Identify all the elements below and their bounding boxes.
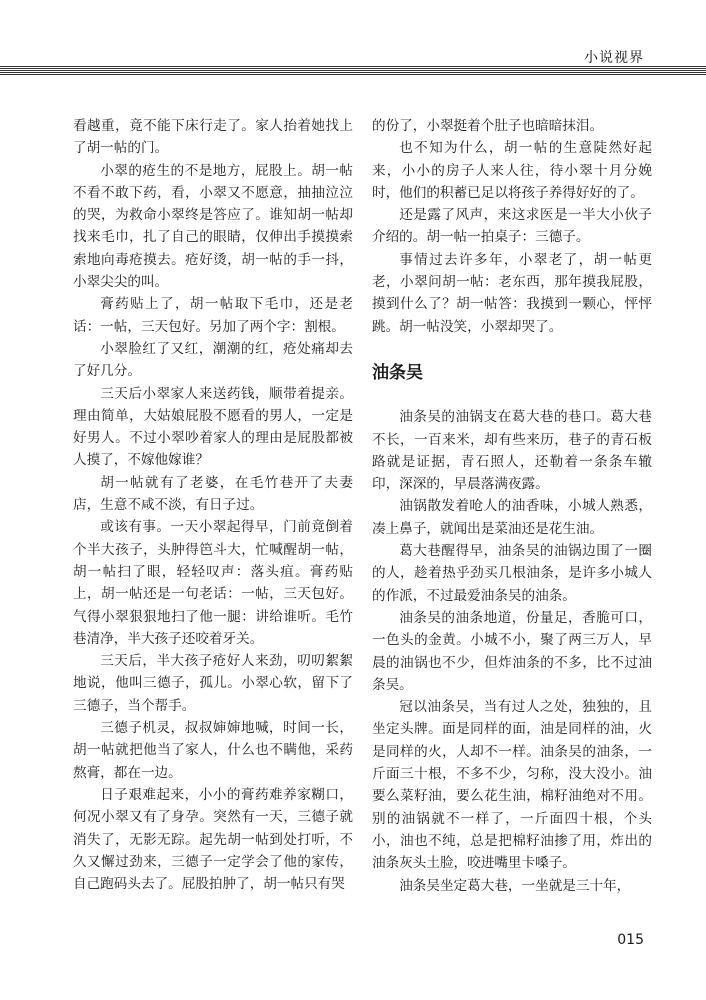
paragraph: 三天后，半大孩子疮好人来劲，叨叨絮絮地说，他叫三德子，孤儿。小翠心软，留下了三德子，当个帮手。: [73, 653, 353, 714]
magazine-section-title: 小说视界: [584, 50, 644, 66]
paragraph: 冠以油条吴，当有过人之处，独独的，且坐定头牌。面是同样的面，油是同样的油，火是同样的火，人却不一样。油条吴的油条，一斤面三十根，不多不少，匀称，没大没小。油要么菜籽油，要么花生油，棉籽油绝对不用。别的油锅就不一样了，一斤面四十根，个头小，油也不纯，总是把棉籽油掺了用，炸出的油条灰头土脸，咬进嘴里卡嗓子。: [372, 699, 652, 872]
paragraph: 的份了，小翠挺着个肚子也暗暗抹泪。: [372, 118, 604, 134]
paragraph: 小翠的疮生的不是地方，屁股上。胡一帖不看不敢下药，看，小翠又不愿意，抽抽泣泣的哭，为救命小翠终是答应了。谁知胡一帖却找来毛巾，扎了自己的眼睛，仅伸出手摸摸索索地向毒疮摸去。疮好烫，胡一帖的手一抖，小翠尖尖的叫。: [73, 162, 353, 291]
page-number: 015: [617, 932, 644, 948]
paragraph: 葛大巷醒得早，油条吴的油锅边围了一圈的人，趁着热乎劲买几根油条，是许多小城人的作派，不过最爱油条吴的油条。: [372, 543, 652, 604]
paragraph: 油条吴坐定葛大巷，一坐就是三十年，: [399, 877, 631, 894]
paragraph: 油条吴的油条地道，份量足，香脆可口，一色头的金黄。小城不小，聚了两三万人，早晨的油锅也不少，但炸油条的不多，比不过油条吴。: [372, 609, 652, 693]
paragraph: 三天后小翠家人来送药钱，顺带着提亲。理由简单，大姑娘屁股不愿看的男人，一定是好男人。不过小翠吵着家人的理由是屁股都被人摸了，不嫁他嫁谁？: [73, 385, 353, 469]
story-heading: 油条吴: [372, 362, 423, 383]
paragraph: 油锅散发着呛人的油香味，小城人熟悉，凑上鼻子，就闻出是菜油还是花生油。: [372, 498, 652, 537]
paragraph: 还是露了风声，来这求医是一半大小伙子介绍的。胡一帖一拍桌子：三德子。: [372, 207, 652, 246]
paragraph: 也不知为什么，胡一帖的生意陡然好起来，小小的房子人来人往，待小翠十月分娩时，他们的积蓄已足以将孩子养得好好的了。: [372, 140, 652, 201]
left-text-column: [73, 115, 353, 895]
paragraph: 膏药贴上了，胡一帖取下毛巾，还是老话：一帖，三天包好。另加了两个字：割根。: [73, 296, 353, 335]
paragraph: 看越重，竟不能下床行走了。家人抬着她找上了胡一帖的门。: [73, 118, 353, 157]
paragraph: 日子艰难起来，小小的膏药难养家糊口，何况小翠又有了身孕。突然有一天，三德子就消失了，无影无踪。起先胡一帖到处打听，不久又懈过劲来，三德子一定学会了他的家传，自己跑码头去了。屁股拍肿了，胡一帖只有哭: [73, 786, 353, 893]
paragraph: 或该有事。一天小翠起得早，门前竟倒着个半大孩子，头肿得笆斗大，忙喊醒胡一帖，胡一帖扫了眼，轻轻叹声：落头疽。膏药贴上，胡一帖还是一句老话：一帖，三天包好。气得小翠狠狠地扫了他一腿：讲给谁听。毛竹巷清净，半大孩子还咬着牙关。: [73, 519, 353, 647]
right-text-column: [372, 115, 652, 897]
paragraph: 胡一帖就有了老婆，在毛竹巷开了夫妻店，生意不咸不淡，有日子过。: [73, 474, 353, 514]
header-rule: [0, 66, 706, 75]
paragraph: 小翠脸红了又红，潮潮的红，疮处痛却去了好几分。: [73, 340, 353, 380]
paragraph: 油条吴的油锅支在葛大巷的巷口。葛大巷不长，一百来米，却有些来历，巷子的青石板路就是证据，青石照人，还勒着一条条车辙印，深深的，早晨落满夜露。: [372, 409, 652, 493]
paragraph: 三德子机灵，叔叔婶婶地喊，时间一长，胡一帖就把他当了家人，什么也不瞒他，采药熬膏，都在一边。: [73, 720, 353, 781]
paragraph: 事情过去许多年，小翠老了，胡一帖更老，小翠问胡一帖：老东西，那年摸我屁股，摸到什么了？胡一帖答：我摸到一颗心，怦怦跳。胡一帖没笑，小翠却哭了。: [372, 251, 652, 335]
